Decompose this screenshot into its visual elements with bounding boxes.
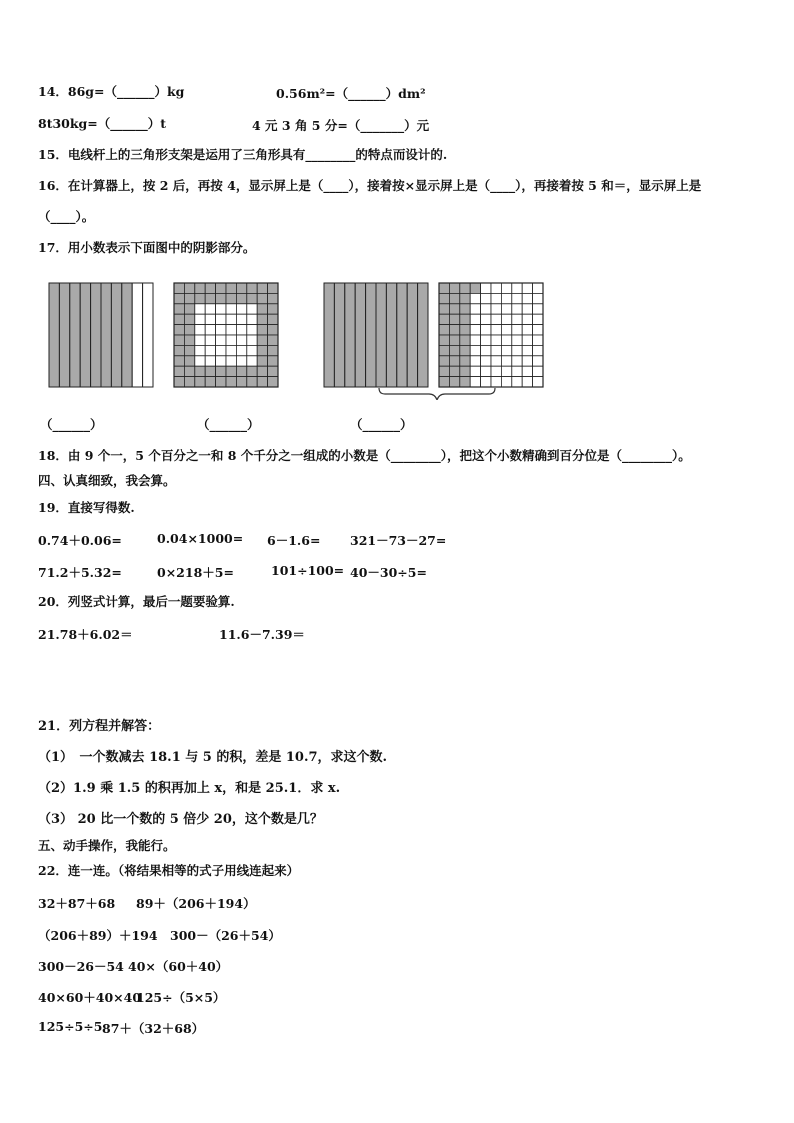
grid-cell — [470, 293, 480, 303]
grid-cell — [533, 325, 543, 335]
grid-cell — [470, 356, 480, 366]
q22-r4-left: 40×60＋40×40 — [38, 990, 142, 1005]
grid-cell — [512, 366, 522, 376]
grid-cell — [226, 377, 236, 387]
q15: 15．电线杆上的三角形支架是运用了三角形具有________的特点而设计的. — [38, 147, 448, 162]
grid-cell — [522, 314, 532, 324]
grid-cell — [481, 314, 491, 324]
grid-cell — [481, 283, 491, 293]
grid-cell — [512, 325, 522, 335]
grid-cell — [501, 356, 511, 366]
grid-cell — [216, 293, 226, 303]
grid-cell — [205, 283, 215, 293]
brace — [379, 388, 495, 400]
grid-cell — [439, 304, 449, 314]
grid-cell — [184, 335, 194, 345]
grid-cell — [216, 325, 226, 335]
grid-cell — [226, 283, 236, 293]
strip-column — [101, 283, 111, 387]
grid-cell — [247, 356, 257, 366]
strip-column — [345, 283, 355, 387]
grid-cell — [205, 356, 215, 366]
grid-cell — [449, 304, 459, 314]
q20-item-1: 21.78＋6.02＝ — [38, 627, 133, 642]
strip-column — [80, 283, 90, 387]
grid-cell — [174, 314, 184, 324]
grid-cell — [174, 325, 184, 335]
q19-r1-c4: 321－73－27= — [350, 533, 447, 548]
grid-cell — [236, 325, 246, 335]
grid-cell — [195, 293, 205, 303]
grid-cell — [226, 366, 236, 376]
grid-cell — [481, 356, 491, 366]
grid-cell — [481, 345, 491, 355]
q20-item-2: 11.6－7.39＝ — [219, 627, 305, 642]
grid-cell — [522, 345, 532, 355]
grid-cell — [481, 304, 491, 314]
grid-cell — [226, 314, 236, 324]
grid-cell — [236, 377, 246, 387]
grid-cell — [216, 335, 226, 345]
grid-cell — [501, 293, 511, 303]
strip-column — [407, 283, 417, 387]
grid-cell — [522, 293, 532, 303]
q17-title: 17．用小数表示下面图中的阴影部分。 — [38, 240, 256, 255]
q21-title: 21．列方程并解答： — [38, 719, 161, 734]
grid-cell — [470, 345, 480, 355]
grid-cell — [470, 283, 480, 293]
grid-cell — [470, 366, 480, 376]
grid-cell — [174, 293, 184, 303]
grid-cell — [226, 345, 236, 355]
grid-cell — [533, 335, 543, 345]
grid-cell — [268, 304, 278, 314]
grid-cell — [501, 366, 511, 376]
grid-cell — [449, 377, 459, 387]
grid-cell — [216, 304, 226, 314]
q22-r3-right: 40×（60＋40） — [128, 959, 229, 974]
grid-cell — [226, 293, 236, 303]
q17-figure-combined — [323, 282, 545, 400]
grid-cell — [501, 304, 511, 314]
grid-cell — [481, 325, 491, 335]
grid-cell — [533, 356, 543, 366]
q17-figure-strips — [48, 282, 156, 388]
grid-cell — [247, 293, 257, 303]
grid-cell — [268, 325, 278, 335]
grid-cell — [174, 345, 184, 355]
grid-cell — [512, 377, 522, 387]
grid-cell — [439, 377, 449, 387]
grid-cell — [449, 293, 459, 303]
grid-cell — [491, 314, 501, 324]
grid-cell — [184, 314, 194, 324]
q19-r2-c3: 101÷100= — [271, 563, 345, 578]
q22-r4-right: 125÷（5×5） — [136, 990, 226, 1005]
grid-cell — [184, 345, 194, 355]
grid-cell — [184, 377, 194, 387]
grid-cell — [184, 356, 194, 366]
grid-cell — [522, 356, 532, 366]
grid-cell — [449, 345, 459, 355]
grid-cell — [257, 325, 267, 335]
grid-cell — [470, 335, 480, 345]
grid-cell — [533, 283, 543, 293]
strip-column — [334, 283, 344, 387]
grid-cell — [512, 345, 522, 355]
grid-cell — [195, 314, 205, 324]
q22-r5-left: 125÷5÷5 — [38, 1019, 103, 1034]
strip-column — [70, 283, 80, 387]
grid-cell — [439, 345, 449, 355]
grid-cell — [501, 377, 511, 387]
grid-cell — [439, 314, 449, 324]
grid-cell — [236, 293, 246, 303]
grid-cell — [195, 304, 205, 314]
grid-cell — [460, 314, 470, 324]
grid-cell — [268, 293, 278, 303]
grid-cell — [491, 325, 501, 335]
grid-cell — [501, 335, 511, 345]
q19-r1-c1: 0.74＋0.06= — [38, 533, 122, 548]
grid-cell — [236, 283, 246, 293]
q22-r5-right: 87＋（32＋68） — [102, 1021, 205, 1036]
grid-svg — [173, 282, 279, 388]
grid-cell — [439, 325, 449, 335]
grid-cell — [439, 366, 449, 376]
grid-cell — [449, 366, 459, 376]
grid-cell — [195, 377, 205, 387]
grid-cell — [481, 293, 491, 303]
grid-cell — [439, 356, 449, 366]
q16-line1: 16．在计算器上，按 2 后，再按 4，显示屏上是（____），接着按×显示屏上是（____），再接着按 5 和＝，显示屏上是 — [38, 178, 702, 193]
q22-r2-right: 300－（26＋54） — [170, 928, 281, 943]
q14-c: 8t30kg=（______）t — [38, 116, 167, 131]
grid-cell — [481, 366, 491, 376]
q22-title: 22．连一连。（将结果相等的式子用线连起来） — [38, 863, 300, 878]
grid-cell — [512, 304, 522, 314]
grid-cell — [236, 366, 246, 376]
grid-cell — [195, 325, 205, 335]
grid-cell — [460, 366, 470, 376]
grid-cell — [512, 335, 522, 345]
grid-cell — [522, 377, 532, 387]
grid-cell — [470, 325, 480, 335]
strips-svg — [48, 282, 156, 388]
grid-cell — [501, 283, 511, 293]
grid-cell — [174, 377, 184, 387]
grid-cell — [460, 356, 470, 366]
grid-cell — [257, 366, 267, 376]
q19-r2-c2: 0×218＋5= — [157, 565, 234, 580]
grid-cell — [533, 366, 543, 376]
grid-cell — [491, 345, 501, 355]
section-5-heading: 五、动手操作，我能行。 — [38, 838, 176, 853]
grid-cell — [205, 345, 215, 355]
q21-part-2: （2）1.9 乘 1.5 的积再加上 x，和是 25.1．求 x. — [38, 781, 341, 796]
grid-cell — [247, 377, 257, 387]
grid-cell — [449, 335, 459, 345]
grid-cell — [512, 283, 522, 293]
grid-cell — [501, 325, 511, 335]
grid-cell — [460, 345, 470, 355]
grid-cell — [533, 377, 543, 387]
grid-cell — [195, 283, 205, 293]
q21-part-3: （3） 20 比一个数的 5 倍少 20，这个数是几？ — [38, 812, 323, 827]
grid-cell — [460, 283, 470, 293]
grid-cell — [512, 314, 522, 324]
q14-a: 14．86g=（______）kg — [38, 84, 185, 99]
strip-column — [111, 283, 121, 387]
grid-cell — [501, 314, 511, 324]
strip-column — [59, 283, 69, 387]
section-4-heading: 四、认真细致，我会算。 — [38, 473, 176, 488]
grid-cell — [247, 304, 257, 314]
grid-cell — [460, 304, 470, 314]
grid-cell — [257, 314, 267, 324]
grid-cell — [236, 345, 246, 355]
grid-cell — [174, 356, 184, 366]
grid-cell — [205, 366, 215, 376]
strip-column — [366, 283, 376, 387]
q22-r2-left: （206＋89）＋194 — [38, 928, 158, 943]
q22-r1-right: 89＋（206＋194） — [136, 896, 256, 911]
q17-blank-2: （______） — [197, 417, 260, 432]
grid-cell — [512, 293, 522, 303]
grid-cell — [195, 366, 205, 376]
strip-column — [91, 283, 101, 387]
grid-cell — [268, 335, 278, 345]
grid-cell — [257, 356, 267, 366]
strip-column — [397, 283, 407, 387]
grid-cell — [533, 314, 543, 324]
combined-svg — [323, 282, 545, 400]
grid-cell — [216, 356, 226, 366]
grid-cell — [460, 335, 470, 345]
grid-cell — [470, 304, 480, 314]
grid-cell — [533, 293, 543, 303]
grid-cell — [268, 283, 278, 293]
grid-cell — [460, 325, 470, 335]
grid-cell — [491, 293, 501, 303]
grid-cell — [236, 304, 246, 314]
grid-cell — [205, 304, 215, 314]
grid-cell — [184, 283, 194, 293]
q14-b: 0.56m²=（______）dm² — [276, 86, 426, 101]
grid-cell — [216, 283, 226, 293]
strip-column — [132, 283, 142, 387]
grid-cell — [470, 377, 480, 387]
grid-cell — [522, 325, 532, 335]
grid-cell — [470, 314, 480, 324]
grid-cell — [268, 314, 278, 324]
q14-d: 4 元 3 角 5 分=（_______）元 — [252, 118, 430, 133]
grid-cell — [174, 283, 184, 293]
q21-part-1: （1） 一个数减去 18.1 与 5 的积，差是 10.7，求这个数. — [38, 750, 388, 765]
grid-cell — [449, 314, 459, 324]
strip-column — [376, 283, 386, 387]
q19-r1-c3: 6－1.6= — [267, 533, 321, 548]
grid-cell — [439, 335, 449, 345]
q19-r2-c1: 71.2＋5.32= — [38, 565, 122, 580]
grid-cell — [216, 366, 226, 376]
grid-cell — [174, 304, 184, 314]
grid-cell — [205, 377, 215, 387]
grid-cell — [216, 314, 226, 324]
grid-cell — [216, 345, 226, 355]
grid-cell — [533, 345, 543, 355]
grid-cell — [205, 314, 215, 324]
grid-cell — [268, 356, 278, 366]
grid-cell — [439, 293, 449, 303]
grid-cell — [481, 335, 491, 345]
grid-cell — [449, 283, 459, 293]
grid-cell — [522, 335, 532, 345]
grid-cell — [226, 335, 236, 345]
grid-cell — [247, 335, 257, 345]
grid-cell — [174, 366, 184, 376]
grid-cell — [247, 325, 257, 335]
grid-cell — [247, 366, 257, 376]
grid-cell — [226, 304, 236, 314]
grid-cell — [449, 325, 459, 335]
grid-cell — [449, 356, 459, 366]
grid-cell — [501, 345, 511, 355]
grid-cell — [205, 293, 215, 303]
grid-cell — [195, 345, 205, 355]
grid-cell — [491, 356, 501, 366]
grid-cell — [460, 293, 470, 303]
grid-cell — [257, 345, 267, 355]
grid-cell — [195, 356, 205, 366]
q17-blank-3: （______） — [350, 417, 413, 432]
grid-cell — [216, 377, 226, 387]
grid-cell — [184, 325, 194, 335]
grid-cell — [268, 345, 278, 355]
strip-column — [324, 283, 334, 387]
q20-title: 20．列竖式计算，最后一题要验算. — [38, 594, 235, 609]
grid-cell — [247, 314, 257, 324]
q16-line2: （____）。 — [38, 209, 95, 224]
grid-cell — [533, 304, 543, 314]
grid-cell — [174, 335, 184, 345]
grid-cell — [491, 283, 501, 293]
grid-cell — [184, 304, 194, 314]
grid-cell — [268, 377, 278, 387]
grid-cell — [257, 293, 267, 303]
q22-r1-left: 32＋87＋68 — [38, 896, 116, 911]
grid-cell — [205, 335, 215, 345]
grid-cell — [205, 325, 215, 335]
strip-column — [143, 283, 153, 387]
q18: 18．由 9 个一，5 个百分之一和 8 个千分之一组成的小数是（________），把这个小数精确到百分位是（________）。 — [38, 448, 691, 463]
q22-r3-left: 300－26－54 — [38, 959, 124, 974]
grid-cell — [439, 283, 449, 293]
q19-r1-c2: 0.04×1000= — [157, 531, 244, 546]
grid-cell — [226, 356, 236, 366]
grid-cell — [522, 283, 532, 293]
strip-column — [386, 283, 396, 387]
grid-cell — [236, 356, 246, 366]
grid-cell — [195, 335, 205, 345]
grid-cell — [522, 366, 532, 376]
grid-cell — [491, 366, 501, 376]
grid-cell — [491, 304, 501, 314]
grid-cell — [491, 335, 501, 345]
grid-cell — [491, 377, 501, 387]
q19-r2-c4: 40－30÷5= — [350, 565, 427, 580]
strip-column — [49, 283, 59, 387]
grid-cell — [257, 335, 267, 345]
grid-cell — [247, 283, 257, 293]
q17-blank-1: （______） — [40, 417, 103, 432]
grid-cell — [460, 377, 470, 387]
q19-title: 19．直接写得数. — [38, 500, 135, 515]
grid-cell — [257, 377, 267, 387]
strip-column — [418, 283, 428, 387]
grid-cell — [236, 335, 246, 345]
grid-cell — [257, 304, 267, 314]
grid-cell — [226, 325, 236, 335]
grid-cell — [247, 345, 257, 355]
grid-cell — [184, 293, 194, 303]
grid-cell — [481, 377, 491, 387]
grid-cell — [512, 356, 522, 366]
q17-figure-grid — [173, 282, 279, 388]
strip-column — [122, 283, 132, 387]
grid-cell — [522, 304, 532, 314]
grid-cell — [236, 314, 246, 324]
grid-cell — [268, 366, 278, 376]
grid-cell — [184, 366, 194, 376]
strip-column — [355, 283, 365, 387]
grid-cell — [257, 283, 267, 293]
